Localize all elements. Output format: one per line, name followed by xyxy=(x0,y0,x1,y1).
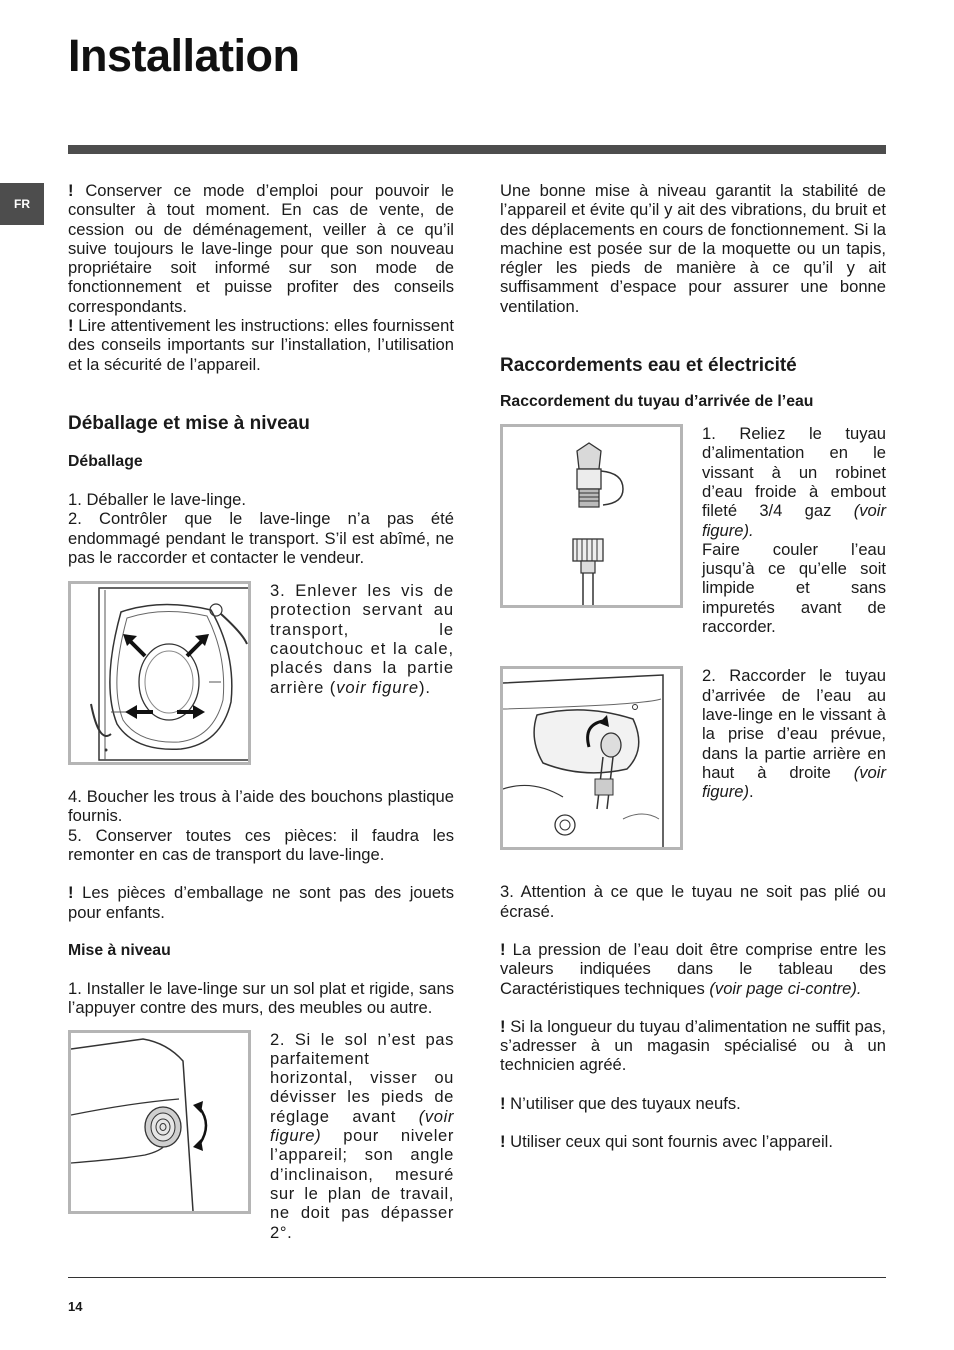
unpack-step-1: 1. Déballer le lave-linge. xyxy=(68,489,247,509)
warning-mark: ! xyxy=(500,1132,506,1152)
subheading-inlet-hose: Raccordement du tuyau d’arrivée de l’eau xyxy=(500,393,814,411)
warning-mark: ! xyxy=(68,883,74,903)
figure-caption-transport-screws: 3. Enlever les vis de protection servant au transport, le caoutchouc et la cale, placés dans la partie arrière (voir figure). xyxy=(270,581,454,697)
footer-rule xyxy=(68,1277,886,1278)
figure-transport-screws xyxy=(68,581,251,765)
leveling-foot-illustration xyxy=(71,1033,248,1211)
see-page-ref: (voir page ci-contre). xyxy=(709,978,862,998)
machine-inlet-illustration xyxy=(503,669,680,847)
language-tab: FR xyxy=(0,183,44,225)
tap-hose-illustration xyxy=(503,427,680,605)
warning-mark: ! xyxy=(500,1093,506,1113)
note-supplied-hoses: ! Utiliser ceux qui sont fournis avec l’appareil. xyxy=(500,1132,833,1152)
right-column xyxy=(500,181,886,1151)
figure-caption-leveling-feet: 2. Si le sol n’est pas parfaitement horizontal, visser ou dévisser les pieds de réglage avant (voir figure) pour niveler l’appareil; son angle d’inclinaison, mesuré sur le plan de travail, ne doit pas dépasser 2°. xyxy=(270,1029,454,1242)
subheading-leveling: Mise à niveau xyxy=(68,941,171,959)
section-heading-connections: Raccordements eau et électricité xyxy=(500,355,797,377)
figure-row-tap-connection xyxy=(500,424,886,636)
title-rule xyxy=(68,145,886,154)
warning-mark: ! xyxy=(68,181,74,200)
figure-leveling-feet xyxy=(68,1030,251,1214)
figure-row-transport-screws xyxy=(68,581,454,765)
figure-caption-machine-inlet: 2. Raccorder le tuyau d’arrivée de l’eau au lave-linge en le vissant à la prise d’eau prévue, dans la partie arrière en haut à droite (voir figure). xyxy=(702,666,886,802)
hose-step-2: 2. Raccorder le tuyau d’arrivée de l’eau au lave-linge en le vissant à la prise d’eau prévue, dans la partie arrière en haut à droite xyxy=(702,666,886,782)
left-column xyxy=(68,181,454,1242)
hose-step-3: 3. Attention à ce que le tuyau ne soit pas plié ou écrasé. xyxy=(500,882,886,921)
unpack-step-3: 3. Enlever les vis de protection servant au transport, le caoutchouc et la cale, placés dans la partie arrière ( xyxy=(270,581,454,697)
level-step-1: 1. Installer le lave-linge sur un sol plat et rigide, sans l’appuyer contre des murs, des meubles ou autre. xyxy=(68,978,454,1018)
figure-row-machine-inlet xyxy=(500,666,886,850)
washer-back-illustration xyxy=(71,584,248,762)
figure-machine-inlet xyxy=(500,666,683,850)
intro-paragraph-1 xyxy=(68,181,454,316)
section-heading-unpacking: Déballage et mise à niveau xyxy=(68,412,310,434)
unpack-step-2: 2. Contrôler que le lave-linge n’a pas été endommagé pendant le transport. S’il est abîmé, ne pas le raccorder et contacter le vendeur. xyxy=(68,509,454,567)
hose-step-1: 1. Reliez le tuyau d’alimentation en le vissant à un robinet d’eau froide à embout fileté 3/4 gaz xyxy=(702,424,886,521)
figure-tap-connection xyxy=(500,424,683,608)
see-figure-ref: (voir figure) xyxy=(270,1106,454,1146)
see-figure-ref: voir figure xyxy=(336,677,419,697)
packaging-warning: ! Les pièces d’emballage ne sont pas des jouets pour enfants. xyxy=(68,883,454,922)
page-title: Installation xyxy=(68,30,300,81)
level-step-2: 2. Si le sol n’est pas parfaitement horizontal, visser ou dévisser les pieds de réglage avant xyxy=(270,1029,454,1126)
intro-text-2: Lire attentivement les instructions: elles fournissent des conseils importants sur l’installation, l’utilisation et la sécurité de l’appareil. xyxy=(68,316,454,374)
warning-mark: ! xyxy=(500,939,506,959)
unpack-step-5: 5. Conserver toutes ces pièces: il faudra les remonter en cas de transport du lave-linge. xyxy=(68,825,454,865)
intro-text-1: Conserver ce mode d’emploi pour pouvoir le consulter à tout moment. En cas de vente, de cession ou de déménagement, veiller à ce qu’il suive toujours le lave-linge pour que son nouveau propriétaire soit informé sur son mode de fonctionnement et puisse profiter des conseils correspondants. xyxy=(68,181,454,316)
see-figure-ref: (voir figure). xyxy=(702,501,886,540)
note-pressure: ! La pression de l’eau doit être comprise entre les valeurs indiquées dans le tableau des Caractéristiques techniques (voir page ci-contre). xyxy=(500,939,886,998)
warning-mark: ! xyxy=(68,316,74,336)
unpack-step-4: 4. Boucher les trous à l’aide des bouchons plastique fournis. xyxy=(68,787,454,826)
warning-mark: ! xyxy=(500,1016,506,1036)
hose-step-1-flush: Faire couler l’eau jusqu’à ce qu’elle soit limpide et sans impuretés avant de raccorder. xyxy=(702,539,886,637)
leveling-intro-paragraph: Une bonne mise à niveau garantit la stabilité de l’appareil et évite qu’il y ait des vibrations, du bruit et des déplacements en cours de fonctionnement. Si la machine est posée sur de la moquette ou un tapis, régler les pieds de manière à ce qu’il y ait suffisamment d’espace pour assurer une bonne ventilation. xyxy=(500,181,886,316)
intro-paragraph-2 xyxy=(68,316,454,374)
note-hose-length: ! Si la longueur du tuyau d’alimentation ne suffit pas, s’adresser à un magasin spécialisé ou à un technicien agréé. xyxy=(500,1016,886,1075)
figure-caption-tap-connection xyxy=(702,424,886,636)
note-new-hoses: ! N’utiliser que des tuyaux neufs. xyxy=(500,1093,741,1113)
figure-row-leveling-feet xyxy=(68,1030,454,1242)
subheading-unpacking: Déballage xyxy=(68,452,143,470)
see-figure-ref: (voir figure) xyxy=(702,762,886,802)
page-number: 14 xyxy=(68,1299,83,1314)
